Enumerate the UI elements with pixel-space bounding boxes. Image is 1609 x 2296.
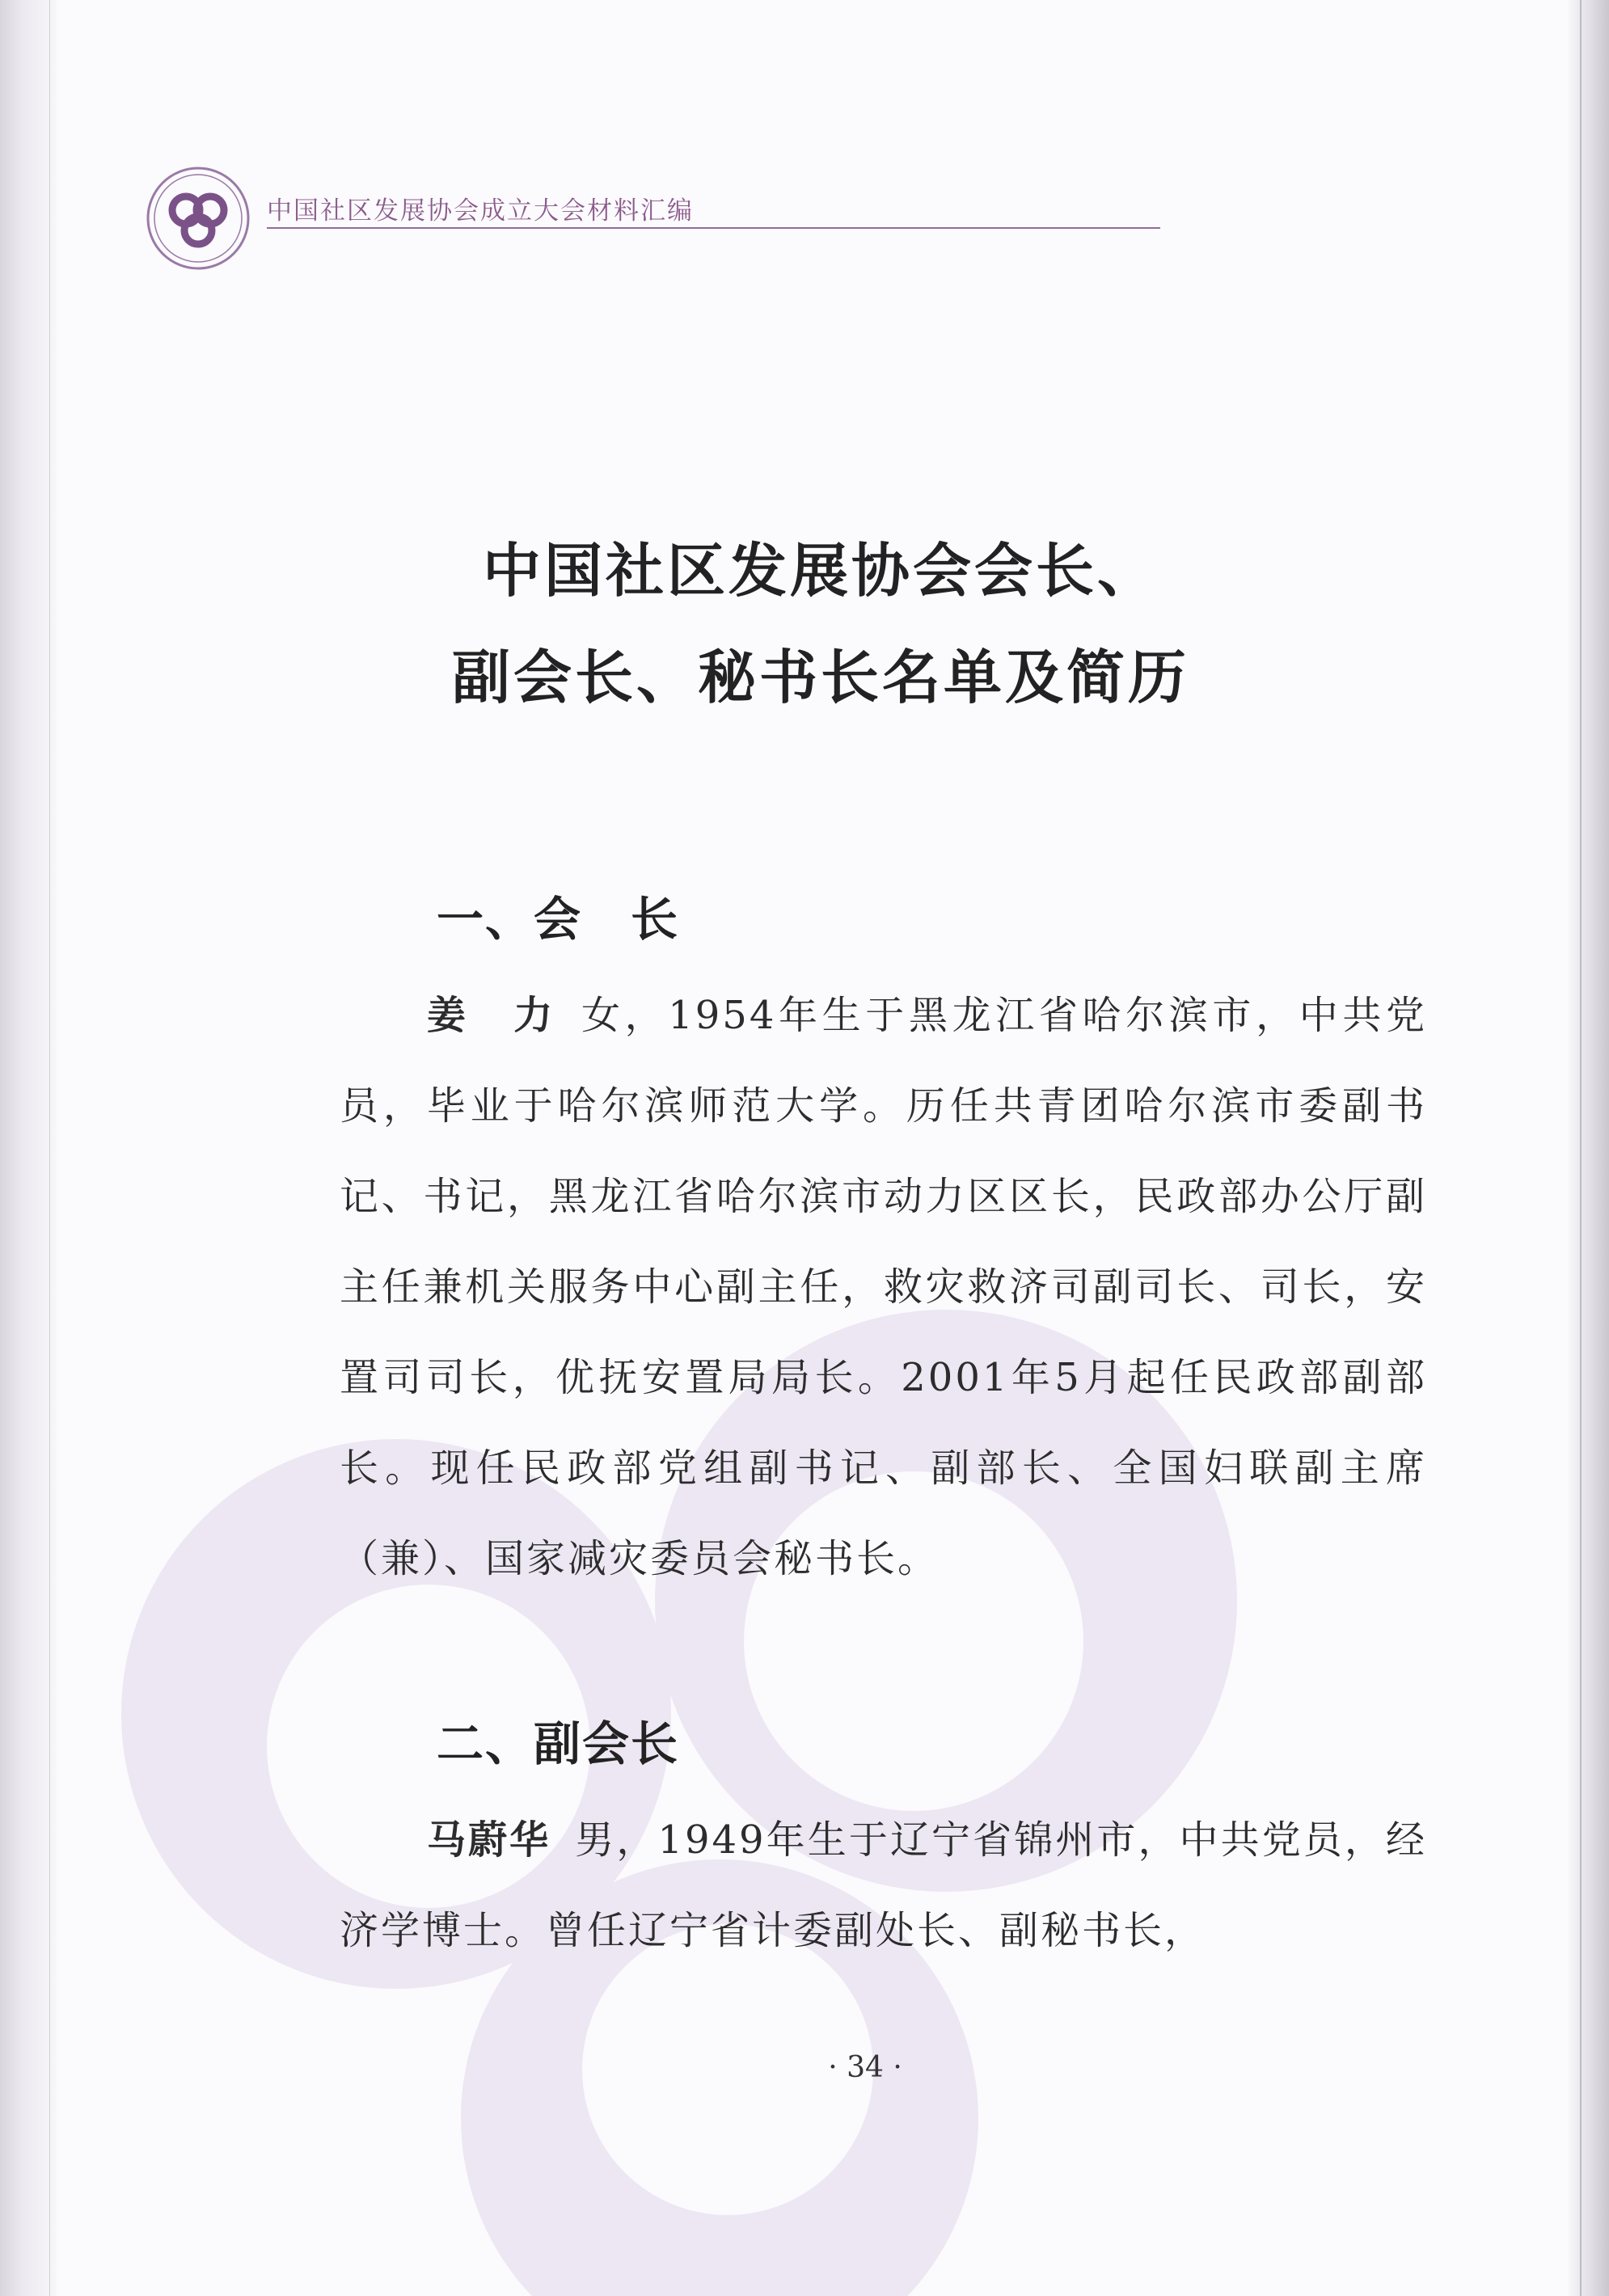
page-right-edge [1569, 0, 1609, 2296]
page-left-edge [0, 0, 57, 2296]
page-title-line-1: 中国社区发展协会会长、 [482, 537, 1159, 605]
bio-text: 女，1954年生于黑龙江省哈尔滨市，中共党员，毕业于哈尔滨师范大学。历任共青团哈尔滨市委副书记、书记，黑龙江省哈尔滨市动力区区长，民政部办公厅副主任兼机关服务中心副主任，救灾救济司副司长、司长，安置司司长，优抚安置局局长。2001年5月起任民政部副部长。现任民政部党组副书记、副部长、全国妇联副主席（兼）、国家减灾委员会秘书长。 [340, 993, 1427, 1581]
person-name: 姜 力 [427, 993, 557, 1038]
section-heading-vice-president: 二、副会长 [437, 1716, 680, 1771]
association-logo-icon [146, 166, 251, 271]
bio-paragraph [340, 1795, 1427, 1976]
bio-text: 男，1949年生于辽宁省锦州市，中共党员，经济学博士。曾任辽宁省计委副处长、副秘书长， [340, 1817, 1427, 1953]
page-number: · 34 · [828, 2051, 902, 2084]
person-name: 马蔚华 [427, 1817, 551, 1863]
page-title-line-2: 副会长、秘书长名单及简历 [451, 644, 1189, 711]
section-heading-president: 一、会 长 [437, 892, 680, 947]
bio-paragraph [340, 970, 1427, 1604]
header-divider [267, 227, 1160, 229]
running-header [146, 166, 1015, 255]
running-header-title: 中国社区发展协会成立大会材料汇编 [267, 196, 694, 226]
